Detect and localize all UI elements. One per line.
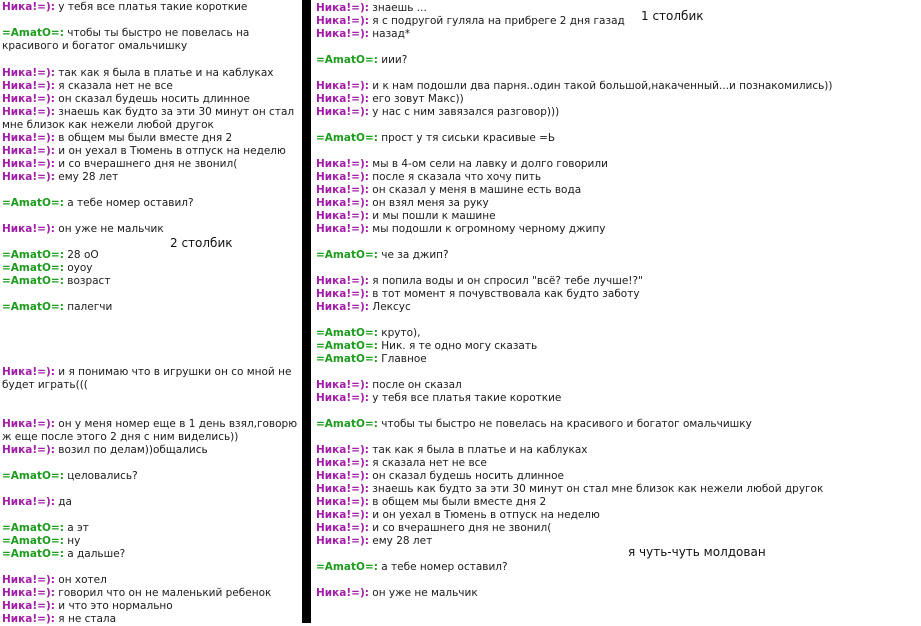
chat-message <box>2 223 300 236</box>
message-text: он сказал будешь носить длинное <box>58 93 251 105</box>
nick-nika: Ника!=): <box>316 158 369 170</box>
nick-nika: Ника!=): <box>316 15 369 27</box>
nick-amato: =AmatO=: <box>316 54 378 66</box>
nick-nika: Ника!=): <box>316 171 369 183</box>
note-column-2: 2 столбик <box>170 236 233 250</box>
message-text: в тот момент я почувствовала как будто заботу <box>372 288 640 300</box>
right-chat-column <box>314 0 833 623</box>
nick-nika: Ника!=): <box>316 522 369 534</box>
nick-nika: Ника!=): <box>2 67 55 79</box>
chat-message <box>316 470 564 483</box>
nick-nika: Ника!=): <box>2 613 55 625</box>
chat-message <box>316 587 478 600</box>
chat-message <box>2 301 300 314</box>
message-text: его зовут Макс)) <box>372 93 464 105</box>
nick-nika: Ника!=): <box>316 80 369 92</box>
nick-amato: =AmatO=: <box>2 535 64 547</box>
message-text: у нас с ним завязался разговор))) <box>372 106 560 118</box>
chat-message <box>316 275 643 288</box>
chat-message <box>2 496 300 509</box>
message-text: возил по делам))общались <box>58 444 208 456</box>
message-text: он уже не мальчик <box>58 223 164 235</box>
chat-message <box>2 535 300 548</box>
chat-message <box>316 340 537 353</box>
nick-nika: Ника!=): <box>316 379 369 391</box>
message-text: 28 оО <box>67 249 99 261</box>
nick-amato: =AmatO=: <box>316 132 378 144</box>
message-text: иии? <box>381 54 408 66</box>
message-text: палегчи <box>67 301 113 313</box>
message-text: и со вчерашнего дня не звонил( <box>372 522 552 534</box>
chat-message <box>2 262 300 275</box>
nick-nika: Ника!=): <box>316 223 369 235</box>
message-text: так как я была в платье и на каблуках <box>372 444 588 456</box>
chat-message <box>316 80 833 93</box>
message-text: после он сказал <box>372 379 462 391</box>
message-text: Ник. я те одно могу сказать <box>381 340 538 352</box>
nick-nika: Ника!=): <box>2 366 55 378</box>
message-text: он взял меня за руку <box>372 197 489 209</box>
nick-nika: Ника!=): <box>316 535 369 547</box>
nick-amato: =AmatO=: <box>316 249 378 261</box>
nick-nika: Ника!=): <box>316 197 369 209</box>
chat-message <box>2 93 300 106</box>
chat-message <box>2 145 300 158</box>
nick-amato: =AmatO=: <box>2 197 64 209</box>
nick-nika: Ника!=): <box>316 496 369 508</box>
chat-message <box>2 275 300 288</box>
chat-message <box>2 522 300 535</box>
chat-message <box>316 132 555 145</box>
message-text: и он уехал в Тюмень в отпуск на неделю <box>58 145 286 157</box>
column-divider <box>302 0 311 623</box>
message-text: да <box>58 496 72 508</box>
message-text: он сказал будешь носить длинное <box>372 470 565 482</box>
message-text: и он уехал в Тюмень в отпуск на неделю <box>372 509 600 521</box>
nick-nika: Ника!=): <box>316 509 369 521</box>
nick-amato: =AmatO=: <box>316 353 378 365</box>
chat-message <box>2 574 300 587</box>
message-text: Главное <box>381 353 427 365</box>
chat-message <box>316 288 640 301</box>
nick-nika: Ника!=): <box>2 1 55 13</box>
chat-message <box>2 366 300 392</box>
nick-nika: Ника!=): <box>316 106 369 118</box>
message-text: после я сказала что хочу пить <box>372 171 542 183</box>
message-text: целовались? <box>67 470 138 482</box>
nick-nika: Ника!=): <box>316 444 369 456</box>
nick-nika: Ника!=): <box>316 587 369 599</box>
note-moldovan: я чуть-чуть молдован <box>628 545 766 559</box>
chat-message <box>2 444 300 457</box>
chat-message <box>316 392 561 405</box>
nick-amato: =AmatO=: <box>2 522 64 534</box>
chat-message <box>316 301 411 314</box>
message-text: и к нам подошли два парня..один такой большой,накаченный...и познакомились)) <box>372 80 833 92</box>
message-text: я попила воды и он спросил "всё? тебе лучше!?" <box>372 275 643 287</box>
left-chat-column <box>0 0 303 623</box>
nick-nika: Ника!=): <box>2 223 55 235</box>
chat-message <box>316 15 625 28</box>
chat-message <box>316 106 559 119</box>
chat-message <box>316 93 464 106</box>
message-text: ему 28 лет <box>372 535 433 547</box>
nick-nika: Ника!=): <box>2 600 55 612</box>
message-text: назад* <box>372 28 411 40</box>
message-text: говорил что он не маленький ребенок <box>58 587 272 599</box>
nick-nika: Ника!=): <box>316 483 369 495</box>
chat-message <box>2 80 300 93</box>
nick-nika: Ника!=): <box>2 171 55 183</box>
message-text: и что это нормально <box>58 600 173 612</box>
chat-message <box>316 535 432 548</box>
nick-nika: Ника!=): <box>2 444 55 456</box>
chat-message <box>316 496 546 509</box>
chat-message <box>2 1 300 14</box>
chat-message <box>316 522 551 535</box>
message-text: знаешь как будто за эти 30 минут он стал мне близок как нежели любой другок <box>372 483 824 495</box>
message-text: он хотел <box>58 574 107 586</box>
message-text: Лексус <box>372 301 411 313</box>
message-text: ну <box>67 535 81 547</box>
chat-message <box>316 210 496 223</box>
chat-message <box>316 197 489 210</box>
chat-message <box>316 353 427 366</box>
chat-message <box>2 600 300 613</box>
chat-message <box>2 470 300 483</box>
chat-message <box>316 158 608 171</box>
nick-nika: Ника!=): <box>316 184 369 196</box>
chat-message <box>2 613 300 626</box>
nick-nika: Ника!=): <box>2 418 55 430</box>
message-text: а тебе номер оставил? <box>67 197 194 209</box>
chat-message <box>2 27 300 53</box>
chat-message <box>316 509 600 522</box>
message-text: ему 28 лет <box>58 171 119 183</box>
nick-nika: Ника!=): <box>316 457 369 469</box>
chat-message <box>316 379 462 392</box>
nick-nika: Ника!=): <box>316 275 369 287</box>
chat-message <box>316 444 588 457</box>
chat-message <box>316 54 407 67</box>
chat-message <box>2 67 300 80</box>
nick-amato: =AmatO=: <box>2 470 64 482</box>
nick-amato: =AmatO=: <box>2 275 64 287</box>
nick-nika: Ника!=): <box>2 574 55 586</box>
chat-message <box>2 132 300 145</box>
message-text: он уже не мальчик <box>372 587 478 599</box>
nick-nika: Ника!=): <box>2 106 55 118</box>
chat-message <box>2 587 300 600</box>
chat-message <box>316 483 823 496</box>
message-text: круто), <box>381 327 421 339</box>
chat-message <box>2 418 300 444</box>
chat-message <box>2 249 300 262</box>
message-text: возраст <box>67 275 111 287</box>
nick-nika: Ника!=): <box>316 288 369 300</box>
message-text: знаешь ... <box>372 2 427 14</box>
message-text: чтобы ты быстро не повелась на красивого и богатог омальчишку <box>2 27 250 52</box>
note-column-1: 1 столбик <box>641 9 704 23</box>
message-text: мы в 4-ом сели на лавку и долго говорили <box>372 158 608 170</box>
chat-message <box>2 106 300 132</box>
nick-amato: =AmatO=: <box>316 418 378 430</box>
nick-nika: Ника!=): <box>2 496 55 508</box>
chat-message <box>2 171 300 184</box>
chat-message <box>316 171 541 184</box>
message-text: че за джип? <box>381 249 449 261</box>
message-text: в общем мы были вместе дня 2 <box>58 132 233 144</box>
message-text: а дальше? <box>67 548 126 560</box>
nick-amato: =AmatO=: <box>2 249 64 261</box>
chat-message <box>316 457 487 470</box>
chat-message <box>2 548 300 561</box>
message-text: и со вчерашнего дня не звонил( <box>58 158 238 170</box>
message-text: у тебя все платья такие короткие <box>58 1 248 13</box>
chat-message <box>316 327 420 340</box>
nick-nika: Ника!=): <box>2 93 55 105</box>
nick-amato: =AmatO=: <box>2 27 64 39</box>
message-text: я сказала нет не все <box>372 457 487 469</box>
message-text: так как я была в платье и на каблуках <box>58 67 274 79</box>
nick-nika: Ника!=): <box>2 158 55 170</box>
message-text: он сказал у меня в машине есть вода <box>372 184 582 196</box>
message-text: я сказала нет не все <box>58 80 173 92</box>
nick-amato: =AmatO=: <box>2 262 64 274</box>
message-text: оуоу <box>67 262 93 274</box>
message-text: я не стала <box>58 613 117 625</box>
nick-nika: Ника!=): <box>2 80 55 92</box>
message-text: и я понимаю что в игрушки он со мной не будет играть((( <box>2 366 292 391</box>
nick-nika: Ника!=): <box>316 210 369 222</box>
message-text: чтобы ты быстро не повелась на красивого и богатог омальчишку <box>381 418 752 430</box>
nick-nika: Ника!=): <box>316 470 369 482</box>
chat-message <box>316 223 605 236</box>
chat-message <box>316 418 752 431</box>
message-text: он у меня номер еще в 1 день взял,говорю ж еще после этого 2 дня с ним виделись)) <box>2 418 298 443</box>
chat-message <box>316 249 449 262</box>
chat-message <box>2 158 300 171</box>
nick-nika: Ника!=): <box>2 145 55 157</box>
message-text: я с подругой гуляла на прибреге 2 дня газад <box>372 15 625 27</box>
message-text: мы подошли к огромному черному джипу <box>372 223 606 235</box>
nick-nika: Ника!=): <box>316 28 369 40</box>
nick-nika: Ника!=): <box>2 587 55 599</box>
nick-nika: Ника!=): <box>316 93 369 105</box>
nick-nika: Ника!=): <box>2 132 55 144</box>
nick-nika: Ника!=): <box>316 392 369 404</box>
chat-message <box>316 28 410 41</box>
nick-amato: =AmatO=: <box>316 327 378 339</box>
chat-message <box>316 2 427 15</box>
message-text: прост у тя сиськи красивые =Ь <box>381 132 556 144</box>
message-text: у тебя все платья такие короткие <box>372 392 562 404</box>
chat-message <box>316 561 508 574</box>
message-text: а тебе номер оставил? <box>381 561 508 573</box>
message-text: в общем мы были вместе дня 2 <box>372 496 547 508</box>
nick-amato: =AmatO=: <box>316 561 378 573</box>
message-text: и мы пошли к машине <box>372 210 496 222</box>
message-text: знаешь как будто за эти 30 минут он стал мне близок как нежели любой другок <box>2 106 295 131</box>
nick-amato: =AmatO=: <box>316 340 378 352</box>
chat-message <box>2 197 300 210</box>
message-text: а эт <box>67 522 89 534</box>
nick-amato: =AmatO=: <box>2 548 64 560</box>
nick-amato: =AmatO=: <box>2 301 64 313</box>
chat-message <box>316 184 581 197</box>
nick-nika: Ника!=): <box>316 2 369 14</box>
nick-nika: Ника!=): <box>316 301 369 313</box>
